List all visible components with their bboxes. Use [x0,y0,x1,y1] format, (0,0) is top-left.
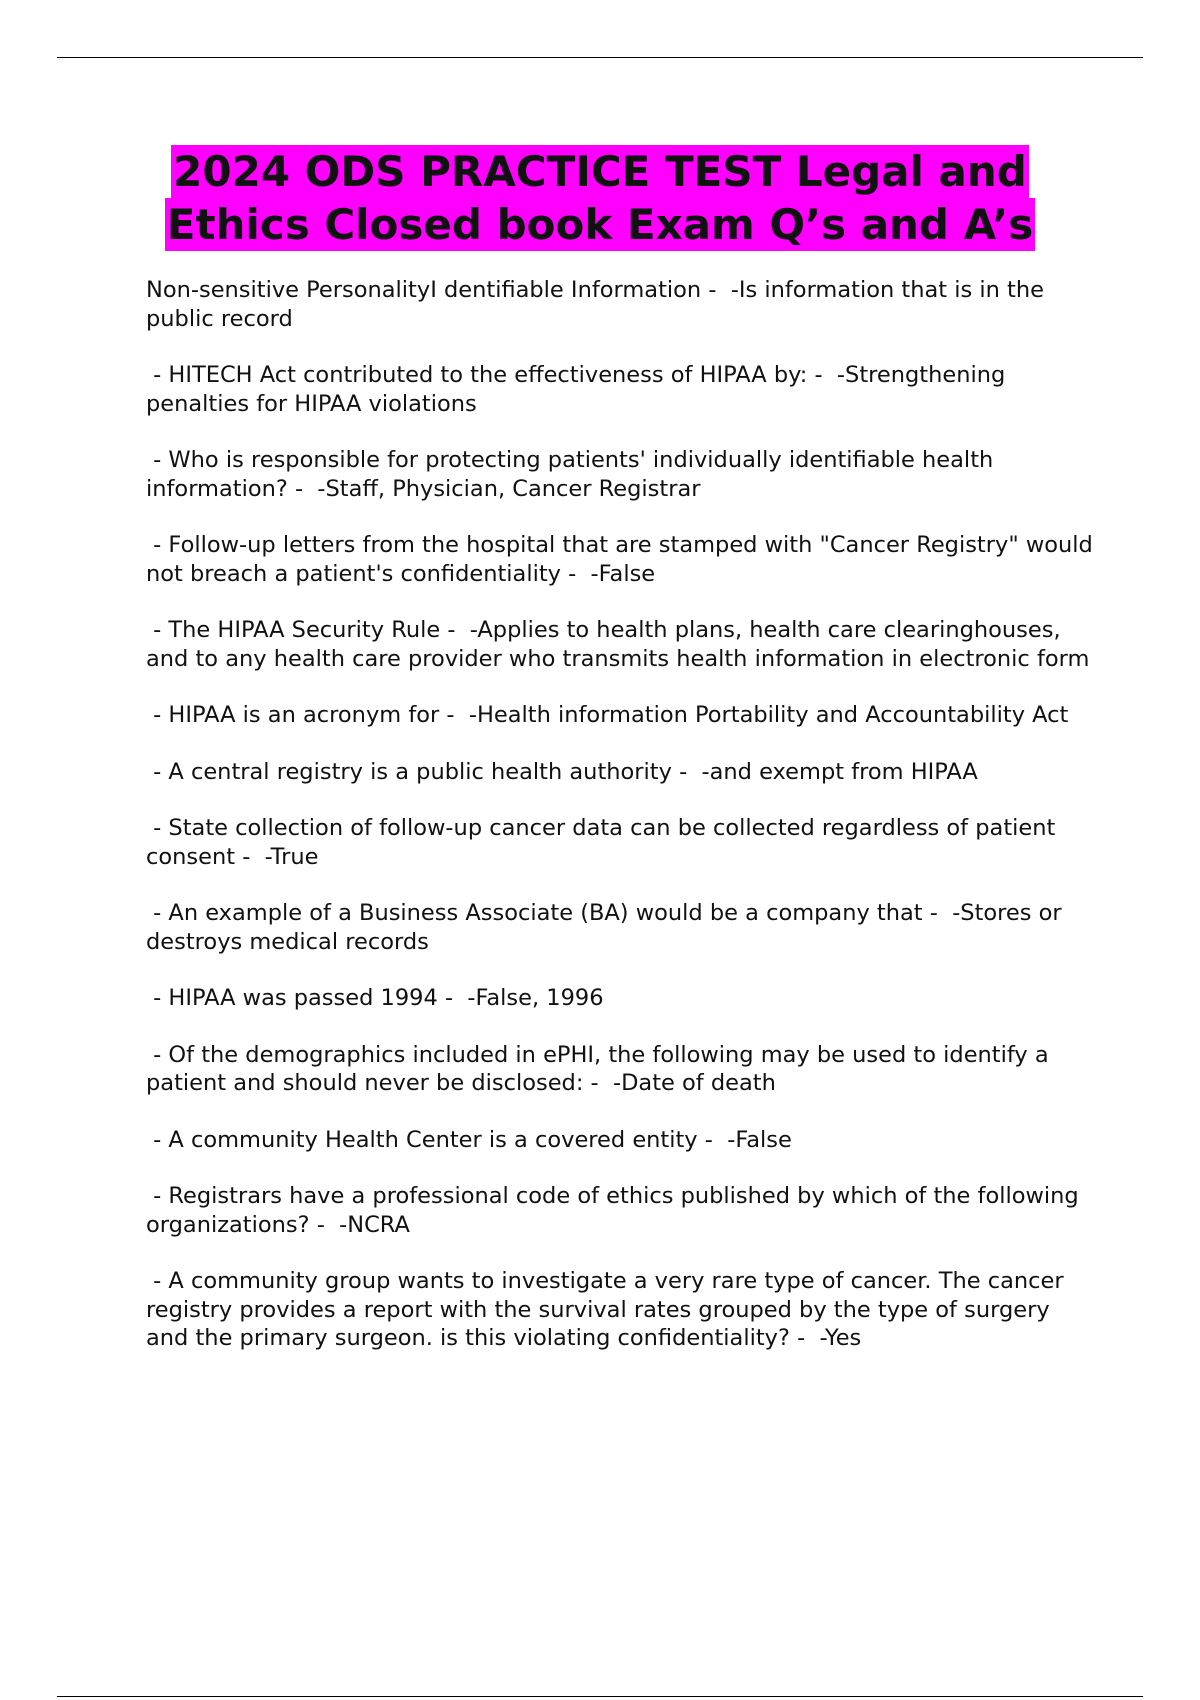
footer-rule [57,1696,1143,1697]
document-title [0,145,1200,251]
qa-item-4: - Follow-up letters from the hospital that are stamped with "Cancer Registry" would not breach a patient's confidentiality - -False [146,532,1100,587]
qa-item-2: - HITECH Act contributed to the effectiveness of HIPAA by: - -Strengthening penalties for HIPAA violations [146,362,1013,417]
qa-item-7: - A central registry is a public health authority - -and exempt from HIPAA [146,758,978,785]
qa-item-10: - HIPAA was passed 1994 - -False, 1996 [146,985,604,1011]
qa-item-8: - State collection of follow-up cancer data can be collected regardless of patient consent - -True [146,815,1063,870]
title-line-1: 2024 ODS PRACTICE TEST Legal and [173,147,1027,196]
qa-item-3: - Who is responsible for protecting patients' individually identifiable health information? - -Staff, Physician, Cancer Registrar [146,447,1001,502]
qa-item-11: - Of the demographics included in ePHI, the following may be used to identify a patient and should never be disclosed: - -Date of death [146,1041,1056,1096]
qa-item-9: - An example of a Business Associate (BA) would be a company that - -Stores or destroys medical records [146,900,1069,955]
qa-item-14: - A community group wants to investigate a very rare type of cancer. The cancer registry provides a report with the survival rates grouped by the type of surgery and the primary surgeon. is this violating confidentiality? - -Yes [146,1268,1071,1351]
qa-list [146,276,1100,1381]
qa-item-5: - The HIPAA Security Rule - -Applies to health plans, health care clearinghouses, and to any health care provider who transmits health information in electronic form [146,617,1090,672]
header-rule [57,57,1143,58]
qa-item-12: - A community Health Center is a covered entity - -False [146,1126,792,1153]
qa-item-6: - HIPAA is an acronym for - -Health information Portability and Accountability Act [146,702,1069,728]
title-line-2: Ethics Closed book Exam Q’s and A’s [166,200,1034,249]
qa-item-13: - Registrars have a professional code of ethics published by which of the following organizations? - -NCRA [146,1183,1086,1238]
qa-item-1: Non-sensitive PersonalityI dentifiable Information - -Is information that is in the public record [146,277,1052,332]
